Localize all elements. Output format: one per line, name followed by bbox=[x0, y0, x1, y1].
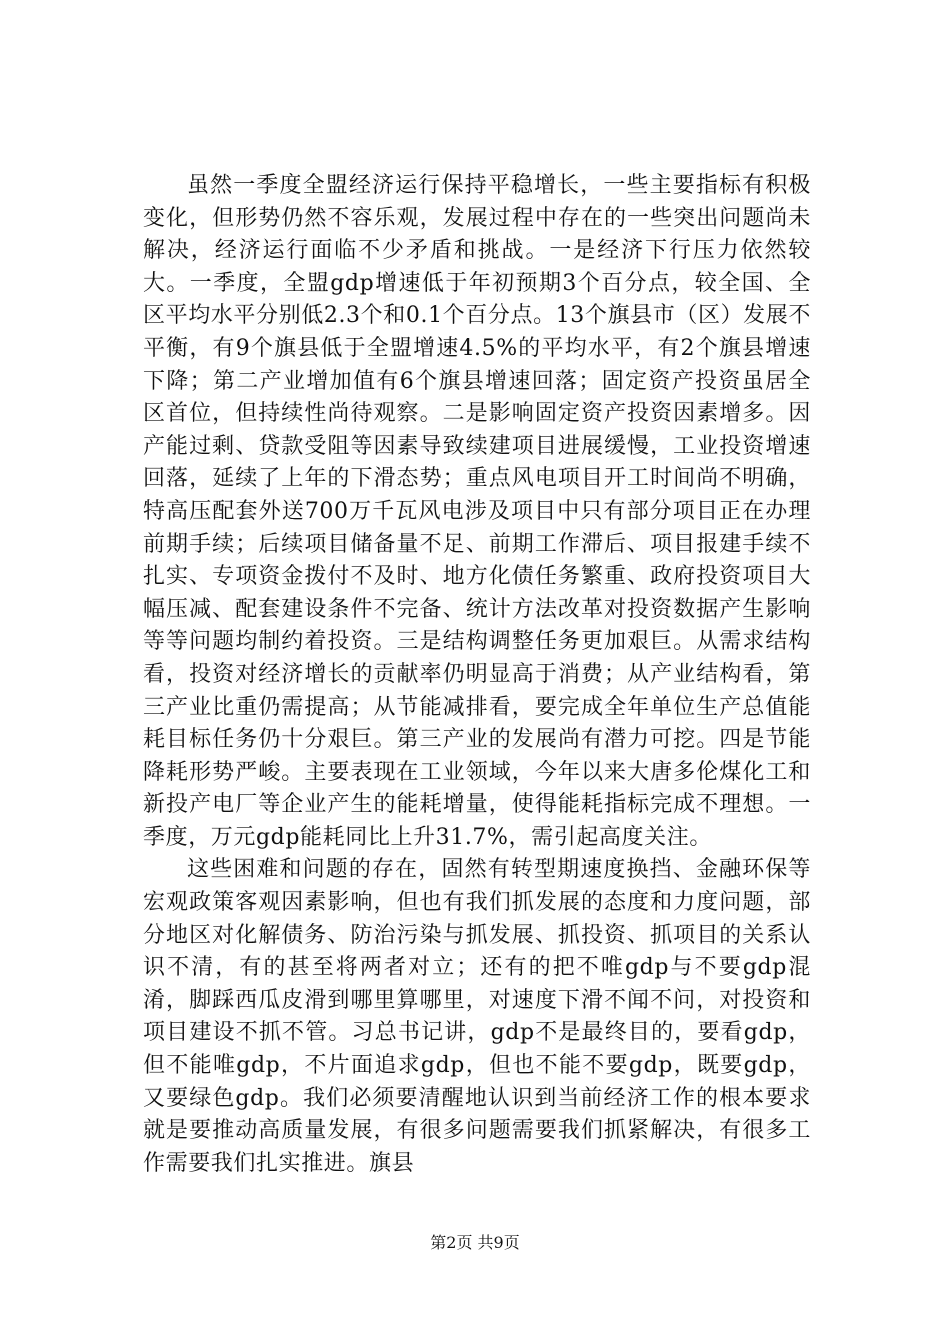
document-body bbox=[143, 170, 811, 1180]
paragraph-1: 虽然一季度全盟经济运行保持平稳增长，一些主要指标有积极变化，但形势仍然不容乐观，发展过程中存在的一些突出问题尚未解决，经济运行面临不少矛盾和挑战。一是经济下行压力依然较大。一季度，全盟gdp增速低于年初预期3个百分点，较全国、全区平均水平分别低2.3个和0.1个百分点。13个旗县市（区）发展不平衡，有9个旗县低于全盟增速4.5%的平均水平，有2个旗县增速下降；第二产业增加值有6个旗县增速回落；固定资产投资虽居全区首位，但持续性尚待观察。二是影响固定资产投资因素增多。因产能过剩、贷款受阻等因素导致续建项目进展缓慢，工业投资增速回落，延续了上年的下滑态势；重点风电项目开工时间尚不明确，特高压配套外送700万千瓦风电涉及项目中只有部分项目正在办理前期手续；后续项目储备量不足、前期工作滞后、项目报建手续不扎实、专项资金拨付不及时、地方化债任务繁重、政府投资项目大幅压减、配套建设条件不完备、统计方法改革对投资数据产生影响等等问题均制约着投资。三是结构调整任务更加艰巨。从需求结构看，投资对经济增长的贡献率仍明显高于消费；从产业结构看，第三产业比重仍需提高；从节能减排看，要完成全年单位生产总值能耗目标任务仍十分艰巨。第三产业的发展尚有潜力可挖。四是节能降耗形势严峻。主要表现在工业领域，今年以来大唐多伦煤化工和新投产电厂等企业产生的能耗增量，使得能耗指标完成不理想。一季度，万元gdp能耗同比上升31.7%，需引起高度关注。 bbox=[143, 173, 811, 850]
page-number-footer: 第2页 共9页 bbox=[430, 1233, 520, 1252]
paragraph-2: 这些困难和问题的存在，固然有转型期速度换挡、金融环保等宏观政策客观因素影响，但也有我们抓发展的态度和力度问题，部分地区对化解债务、防治污染与抓发展、抓投资、抓项目的关系认识不清，有的甚至将两者对立；还有的把不唯gdp与不要gdp混淆，脚踩西瓜皮滑到哪里算哪里，对速度下滑不闻不问，对投资和项目建设不抓不管。习总书记讲，gdp不是最终目的，要看gdp，但不能唯gdp，不片面追求gdp，但也不能不要gdp，既要gdp，又要绿色gdp。我们必须要清醒地认识到当前经济工作的根本要求就是要推动高质量发展，有很多问题需要我们抓紧解决，有很多工作需要我们扎实推进。旗县 bbox=[143, 857, 811, 1176]
